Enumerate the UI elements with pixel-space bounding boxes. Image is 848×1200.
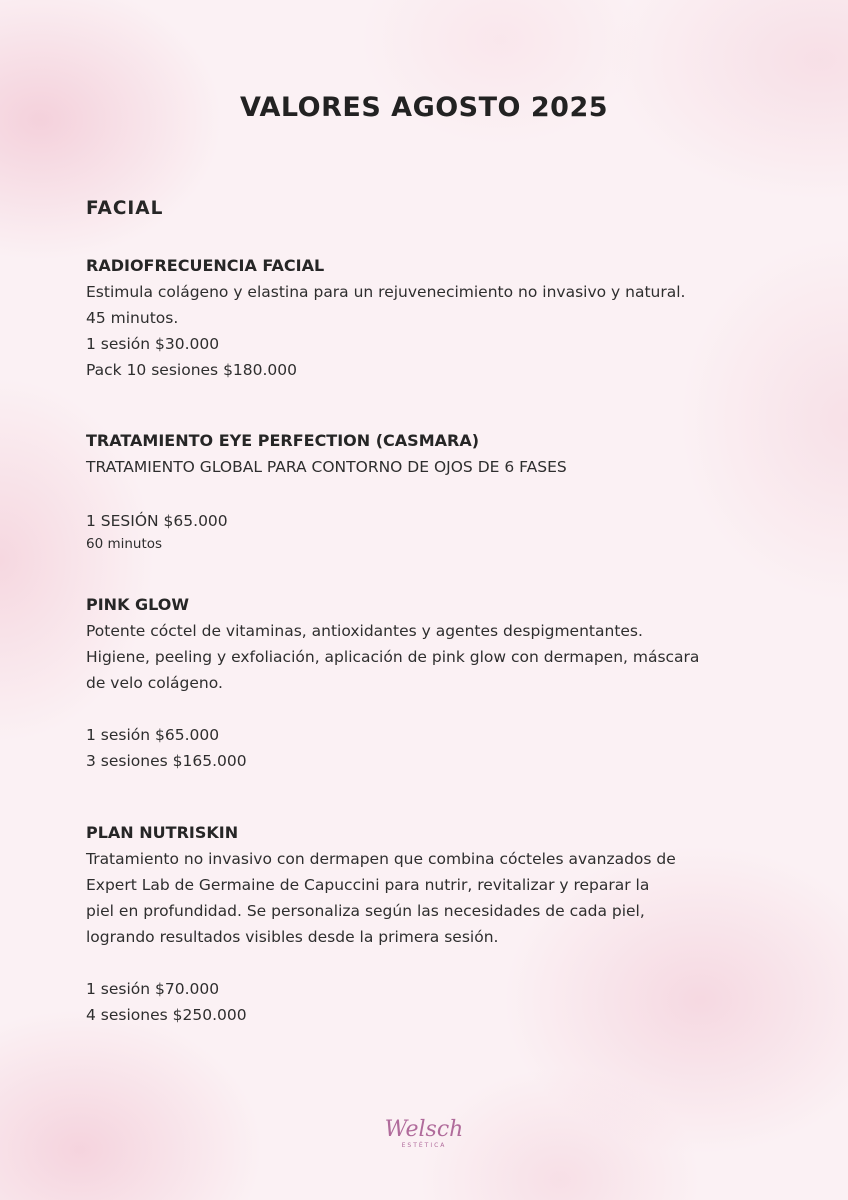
treatment-duration: 60 minutos <box>86 536 163 552</box>
treatment-description: de velo colágeno. <box>86 674 223 692</box>
treatment-price: Pack 10 sesiones $180.000 <box>86 361 298 379</box>
brand-logo <box>376 1118 472 1150</box>
treatment-title: RADIOFRECUENCIA FACIAL <box>86 256 325 275</box>
treatment-title: PINK GLOW <box>86 595 190 614</box>
treatment-pink-glow <box>86 592 786 774</box>
treatment-description: TRATAMIENTO GLOBAL PARA CONTORNO DE OJOS DE 6 FASES <box>86 458 567 476</box>
page-title: VALORES AGOSTO 2025 <box>239 92 609 123</box>
treatment-price: 1 sesión $30.000 <box>86 335 220 353</box>
treatment-description: Expert Lab de Germaine de Capuccini para nutrir, revitalizar y reparar la <box>86 876 650 894</box>
treatment-description: piel en profundidad. Se personaliza según las necesidades de cada piel, <box>86 902 645 920</box>
treatment-price: 1 SESIÓN $65.000 <box>86 512 228 530</box>
treatment-description: Tratamiento no invasivo con dermapen que combina cócteles avanzados de <box>86 850 676 868</box>
treatment-price: 4 sesiones $250.000 <box>86 1006 247 1024</box>
treatment-title: TRATAMIENTO EYE PERFECTION (CASMARA) <box>86 431 480 450</box>
treatment-description: Estimula colágeno y elastina para un rejuvenecimiento no invasivo y natural. <box>86 283 686 301</box>
logo-wordmark: Welsch <box>384 1117 464 1142</box>
treatment-price: 1 sesión $70.000 <box>86 980 220 998</box>
treatment-description: logrando resultados visibles desde la primera sesión. <box>86 928 499 946</box>
treatment-description: Potente cóctel de vitaminas, antioxidantes y agentes despigmentantes. <box>86 622 643 640</box>
treatment-description: Higiene, peeling y exfoliación, aplicación de pink glow con dermapen, máscara <box>86 648 700 666</box>
section-heading-facial: FACIAL <box>86 198 164 219</box>
treatment-duration: 45 minutos. <box>86 309 179 327</box>
treatment-eye-perfection <box>86 428 786 556</box>
treatment-nutriskin <box>86 820 786 1028</box>
treatment-title: PLAN NUTRISKIN <box>86 823 239 842</box>
treatment-price: 1 sesión $65.000 <box>86 726 220 744</box>
logo-subtitle: ESTÉTICA <box>401 1142 447 1149</box>
treatment-radiofrecuencia <box>86 253 786 383</box>
treatment-price: 3 sesiones $165.000 <box>86 752 247 770</box>
